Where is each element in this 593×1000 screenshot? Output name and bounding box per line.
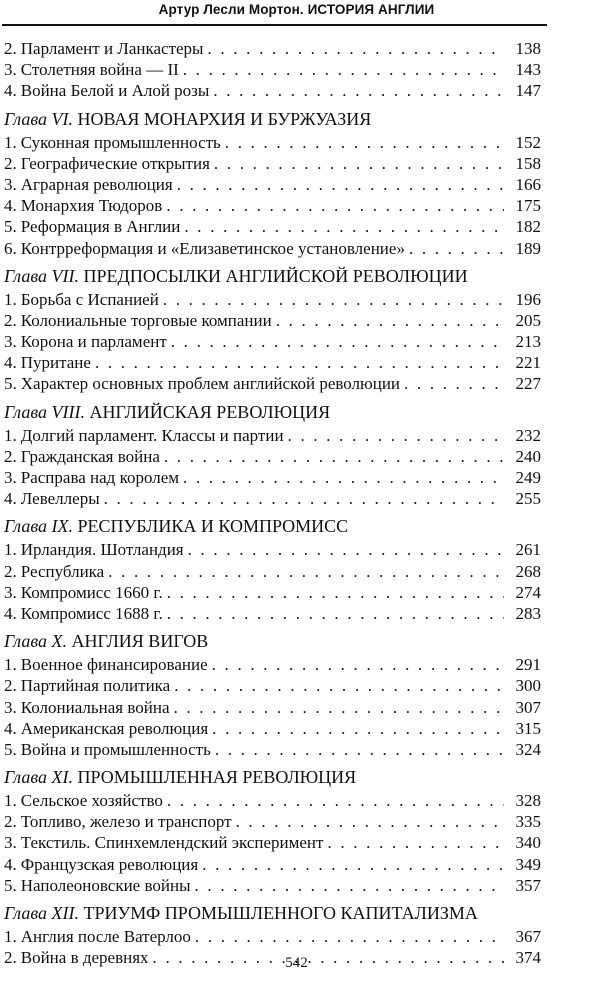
entry-page: 283: [515, 603, 541, 623]
entry-page: 349: [515, 854, 541, 874]
chapter-heading: [4, 629, 541, 654]
entry-page: 357: [515, 875, 541, 895]
entry-number: 3.: [4, 833, 17, 853]
entry-title: Война в деревнях: [20, 948, 149, 968]
entry-number: 3.: [4, 697, 17, 717]
chapter-title: РЕСПУБЛИКА И КОМПРОМИСС: [77, 516, 349, 537]
entry-page: 335: [515, 812, 541, 832]
dot-leader: [215, 739, 504, 760]
toc-entry: [4, 488, 541, 509]
entry-number: 3.: [4, 174, 17, 194]
entry-page: 255: [515, 489, 541, 509]
dot-leader: [195, 875, 504, 896]
dot-leader: [163, 289, 504, 310]
entry-number: 5.: [4, 739, 17, 759]
chapter-section: [4, 514, 541, 624]
toc-entry: [4, 216, 541, 237]
dot-leader: [409, 238, 504, 259]
dot-leader: [174, 675, 504, 696]
toc-entry: [4, 467, 541, 488]
toc-entry: [4, 59, 541, 80]
dot-leader: [174, 697, 505, 718]
entry-page: 268: [515, 561, 541, 581]
entry-page: 367: [515, 927, 541, 946]
entry-page: 196: [515, 289, 541, 309]
entry-title: Долгий парламент. Классы и партии: [20, 425, 284, 445]
chapter-section: [4, 400, 541, 510]
toc-entry: [4, 80, 541, 101]
entry-title: Суконная промышленность: [20, 132, 221, 152]
entry-number: 5.: [4, 374, 17, 394]
entry-page: 249: [515, 468, 541, 487]
dot-leader: [95, 352, 504, 373]
entry-page: 205: [515, 310, 541, 330]
entry-page: 328: [515, 791, 541, 811]
dot-leader: [177, 174, 504, 195]
entry-number: 2.: [4, 676, 17, 696]
running-title: Артур Лесли Мортон. ИСТОРИЯ АНГЛИИ: [158, 2, 435, 17]
entry-number: 4.: [4, 81, 17, 101]
entry-page: 147: [515, 81, 541, 101]
entry-title: Борьба с Испанией: [20, 289, 159, 309]
toc-entry: [4, 739, 541, 760]
entry-page: 166: [515, 174, 541, 194]
chapter-heading: [4, 264, 541, 289]
toc-entry: [4, 854, 541, 875]
entry-page: 315: [515, 718, 541, 738]
entry-page: 307: [515, 697, 541, 717]
dot-leader: [212, 654, 504, 675]
toc-entry: [4, 238, 541, 259]
chapter-title: ПРОМЫШЛЕННАЯ РЕВОЛЮЦИЯ: [77, 767, 357, 788]
entry-title: Военное финансирование: [20, 655, 208, 675]
chapter-heading: [4, 765, 541, 790]
entry-title: Парламент и Ланкастеры: [20, 39, 204, 58]
entry-title: Колониальная война: [20, 697, 170, 717]
dot-leader: [188, 539, 504, 560]
entry-number: 2.: [4, 948, 17, 968]
dot-leader: [207, 38, 504, 59]
entry-page: 227: [515, 374, 541, 394]
entry-title: Географические открытия: [20, 153, 210, 173]
toc-entry: [4, 446, 541, 467]
toc-entry: [4, 310, 541, 331]
entry-number: 4.: [4, 854, 17, 874]
dot-leader: [404, 373, 504, 394]
chapter-title: АНГЛИЯ ВИГОВ: [71, 631, 209, 652]
entry-number: 1.: [4, 132, 17, 152]
chapter-title: НОВАЯ МОНАРХИЯ И БУРЖУАЗИЯ: [77, 108, 372, 129]
dot-leader: [213, 80, 504, 101]
entry-page: 240: [515, 446, 541, 466]
toc-entry: [4, 875, 541, 896]
entry-page: 175: [515, 196, 541, 216]
entry-title: Пуритане: [20, 353, 91, 373]
entry-page: 300: [515, 676, 541, 696]
entry-title: Топливо, железо и транспорт: [20, 812, 232, 832]
toc-entry: [4, 697, 541, 718]
dot-leader: [167, 582, 504, 603]
page-number: 542: [285, 955, 308, 971]
dot-leader: [214, 153, 504, 174]
entry-number: 4.: [4, 196, 17, 216]
entry-number: 4.: [4, 718, 17, 738]
entry-title: Расправа над королем: [20, 468, 180, 487]
entry-number: 4.: [4, 489, 17, 509]
dot-leader: [327, 832, 504, 853]
entry-title: Колониальные торговые компании: [20, 310, 272, 330]
entry-title: Корона и парламент: [20, 332, 167, 352]
toc-entry: [4, 539, 541, 560]
entry-number: 2.: [4, 39, 17, 58]
dot-leader: [167, 790, 504, 811]
entry-title: Реформация в Англии: [20, 217, 181, 237]
entry-number: 1.: [4, 927, 17, 946]
dot-leader: [167, 603, 504, 624]
entry-page: 152: [515, 132, 541, 152]
chapter-heading: [4, 400, 541, 425]
entry-number: 3.: [4, 468, 17, 487]
chapter-label: Глава VI.: [4, 108, 74, 129]
dot-leader: [108, 561, 504, 582]
entry-title: Наполеоновские войны: [20, 875, 191, 895]
entry-title: Монархия Тюдоров: [20, 196, 163, 216]
entry-title: Столетняя война — II: [20, 60, 179, 80]
toc-entry: [4, 153, 541, 174]
entry-title: Гражданская война: [20, 446, 160, 466]
entry-number: 1.: [4, 425, 17, 445]
toc-entry: [4, 603, 541, 624]
entry-page: 374: [515, 948, 541, 968]
entry-page: 261: [515, 540, 541, 560]
toc-entry: [4, 331, 541, 352]
entry-title: Характер основных проблем английской революции: [20, 374, 401, 394]
chapter-section: [4, 629, 541, 760]
chapter-title: АНГЛИЙСКАЯ РЕВОЛЮЦИЯ: [89, 401, 331, 422]
toc-entry: [4, 174, 541, 195]
entry-page: 143: [515, 60, 541, 80]
entry-page: 213: [515, 332, 541, 352]
header-rule: [2, 24, 547, 26]
chapter-heading: [4, 901, 541, 926]
dot-leader: [212, 718, 504, 739]
entry-number: 2.: [4, 812, 17, 832]
dot-leader: [276, 310, 504, 331]
dot-leader: [202, 854, 504, 875]
entry-title: Англия после Ватерлоо: [20, 927, 191, 946]
dot-leader: [183, 59, 504, 80]
entry-number: 3.: [4, 582, 17, 602]
chapter-heading: [4, 107, 541, 132]
entry-number: 5.: [4, 875, 17, 895]
entry-page: 324: [515, 739, 541, 759]
entry-page: 189: [515, 238, 541, 258]
toc-entry: [4, 289, 541, 310]
toc-entry: [4, 654, 541, 675]
entry-title: Контрреформация и «Елизаветинское установление»: [20, 238, 405, 258]
entry-title: Текстиль. Спинхемлендский эксперимент: [20, 833, 324, 853]
toc-entry: [4, 352, 541, 373]
chapter-section: [4, 107, 541, 259]
entry-number: 3.: [4, 60, 17, 80]
toc-entry: [4, 926, 541, 947]
dot-leader: [166, 195, 504, 216]
dot-leader: [104, 488, 504, 509]
entry-title: Республика: [20, 561, 105, 581]
toc-entry: [4, 132, 541, 153]
entry-number: 2.: [4, 561, 17, 581]
entry-title: Компромисс 1660 г.: [20, 582, 163, 602]
entry-page: 158: [515, 153, 541, 173]
entry-title: Американская революция: [20, 718, 209, 738]
chapter-title: ТРИУМФ ПРОМЫШЛЕННОГО КАПИТАЛИЗМА: [83, 903, 478, 923]
entry-title: Партийная политика: [20, 676, 171, 696]
chapter-label: Глава IX.: [4, 516, 74, 537]
chapter-label: Глава VIII.: [4, 401, 86, 422]
entry-page: 221: [515, 353, 541, 373]
dot-leader: [183, 467, 504, 488]
entry-title: Левеллеры: [20, 489, 100, 509]
dot-leader: [164, 446, 504, 467]
table-of-contents: [4, 38, 541, 973]
toc-entry: [4, 718, 541, 739]
entry-number: 1.: [4, 655, 17, 675]
entry-page: 232: [515, 425, 541, 445]
entry-number: 1.: [4, 540, 17, 560]
entry-title: Война Белой и Алой розы: [20, 81, 210, 101]
entry-title: Аграрная революция: [20, 174, 173, 194]
entry-page: 182: [515, 217, 541, 237]
entry-page: 138: [515, 39, 541, 58]
dot-leader: [288, 425, 504, 446]
entry-title: Сельское хозяйство: [20, 791, 163, 811]
entry-number: 1.: [4, 289, 17, 309]
entry-page: 340: [515, 833, 541, 853]
toc-entry: [4, 832, 541, 853]
chapter-label: Глава VII.: [4, 265, 80, 286]
entry-number: 4.: [4, 603, 17, 623]
entry-title: Компромисс 1688 г.: [20, 603, 163, 623]
chapter-label: Глава XII.: [4, 903, 80, 923]
entry-page: 291: [515, 655, 541, 675]
entry-title: Война и промышленность: [20, 739, 211, 759]
dot-leader: [184, 216, 504, 237]
chapter-label: Глава XI.: [4, 767, 74, 788]
toc-entry: [4, 425, 541, 446]
dot-leader: [236, 811, 504, 832]
chapter-label: Глава X.: [4, 631, 68, 652]
chapter-heading: [4, 514, 541, 539]
toc-entry: [4, 561, 541, 582]
dot-leader: [225, 132, 504, 153]
toc-entry: [4, 38, 541, 59]
toc-entry: [4, 811, 541, 832]
chapter-title: ПРЕДПОСЫЛКИ АНГЛИЙСКОЙ РЕВОЛЮЦИИ: [83, 265, 468, 286]
entry-number: 6.: [4, 238, 17, 258]
entry-number: 5.: [4, 217, 17, 237]
dot-leader: [195, 926, 504, 947]
entry-number: 2.: [4, 153, 17, 173]
entry-number: 1.: [4, 791, 17, 811]
toc-continued-section: [4, 38, 541, 102]
chapter-section: [4, 765, 541, 896]
entry-title: Французская революция: [20, 854, 199, 874]
entry-title: Ирландия. Шотландия: [20, 540, 184, 560]
toc-entry: [4, 195, 541, 216]
entry-number: 2.: [4, 446, 17, 466]
entry-page: 274: [515, 582, 541, 602]
dot-leader: [171, 331, 504, 352]
toc-entry: [4, 373, 541, 394]
entry-number: 2.: [4, 310, 17, 330]
entry-number: 4.: [4, 353, 17, 373]
entry-number: 3.: [4, 332, 17, 352]
toc-entry: [4, 675, 541, 696]
toc-entry: [4, 790, 541, 811]
chapter-section: [4, 264, 541, 395]
toc-entry: [4, 582, 541, 603]
